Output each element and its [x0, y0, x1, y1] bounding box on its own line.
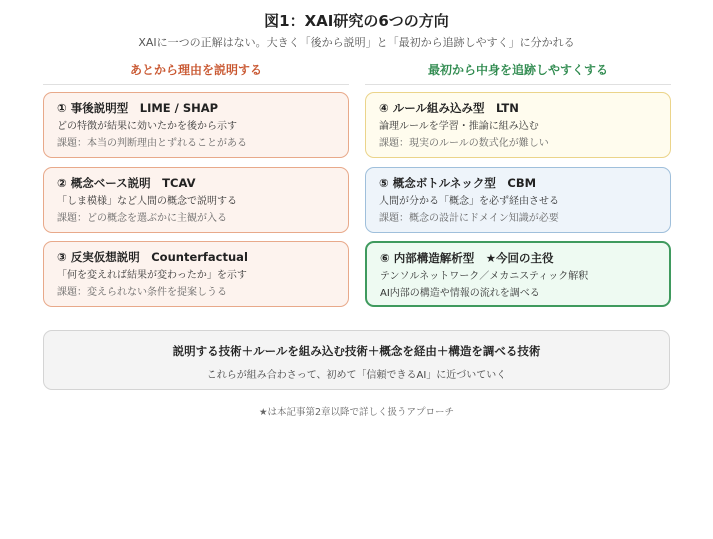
figure-title: 図1：XAI研究の6つの方向	[264, 12, 449, 30]
card-description: どの特徴が結果に効いたかを後から示す	[57, 121, 237, 132]
summary-sub-text: これらが組み合わさって、初めて「信頼できるAI」に近づいていく	[206, 370, 507, 381]
card-note: 課題：どの概念を選ぶかに主観が入る	[57, 213, 227, 224]
summary-main-text: 説明する技術＋ルールを組み込む技術＋概念を経由＋構造を調べる技術	[172, 344, 541, 358]
card-title: ① 事後説明型 LIME / SHAP	[57, 101, 219, 115]
footnote: ★は本記事第2章以降で詳しく扱うアプローチ	[258, 407, 455, 418]
card-note: 課題：現実のルールの数式化が難しい	[379, 138, 549, 149]
card-title: ④ ルール組み込み型 LTN	[379, 101, 519, 115]
card-description: テンソルネットワーク／メカニスティック解釈	[380, 271, 589, 282]
card-note: AI内部の構造や情報の流れを調べる	[380, 288, 540, 299]
summary-box	[43, 330, 670, 390]
figure-subtitle: XAIに一つの正解はない。大きく「後から説明」と「最初から追跡しやすく」に分かれる	[138, 36, 575, 49]
card-post-hoc-explanation	[43, 92, 349, 158]
card-title: ⑥ 内部構造解析型 ★今回の主役	[380, 251, 554, 265]
card-note: 課題：本当の判断理由とずれることがある	[57, 138, 247, 149]
left-column-heading: あとから理由を説明する	[43, 61, 349, 85]
card-description: 論理ルールを学習・推論に組み込む	[379, 121, 539, 132]
right-column-heading: 最初から中身を追跡しやすくする	[365, 61, 671, 85]
card-title: ③ 反実仮想説明 Counterfactual	[57, 250, 248, 264]
card-internal-structure-analysis	[365, 241, 671, 307]
card-description: 「何を変えれば結果が変わったか」を示す	[57, 270, 247, 281]
card-description: 人間が分かる「概念」を必ず経由させる	[379, 196, 559, 207]
card-counterfactual-explanation	[43, 241, 349, 307]
card-description: 「しま模様」など人間の概念で説明する	[57, 196, 237, 207]
card-note: 課題：概念の設計にドメイン知識が必要	[379, 213, 559, 224]
card-concept-based-explanation	[43, 167, 349, 233]
card-rule-embedding	[365, 92, 671, 158]
card-concept-bottleneck	[365, 167, 671, 233]
card-title: ⑤ 概念ボトルネック型 CBM	[379, 176, 537, 190]
card-note: 課題：変えられない条件を提案しうる	[57, 287, 227, 298]
card-title: ② 概念ベース説明 TCAV	[57, 176, 196, 190]
